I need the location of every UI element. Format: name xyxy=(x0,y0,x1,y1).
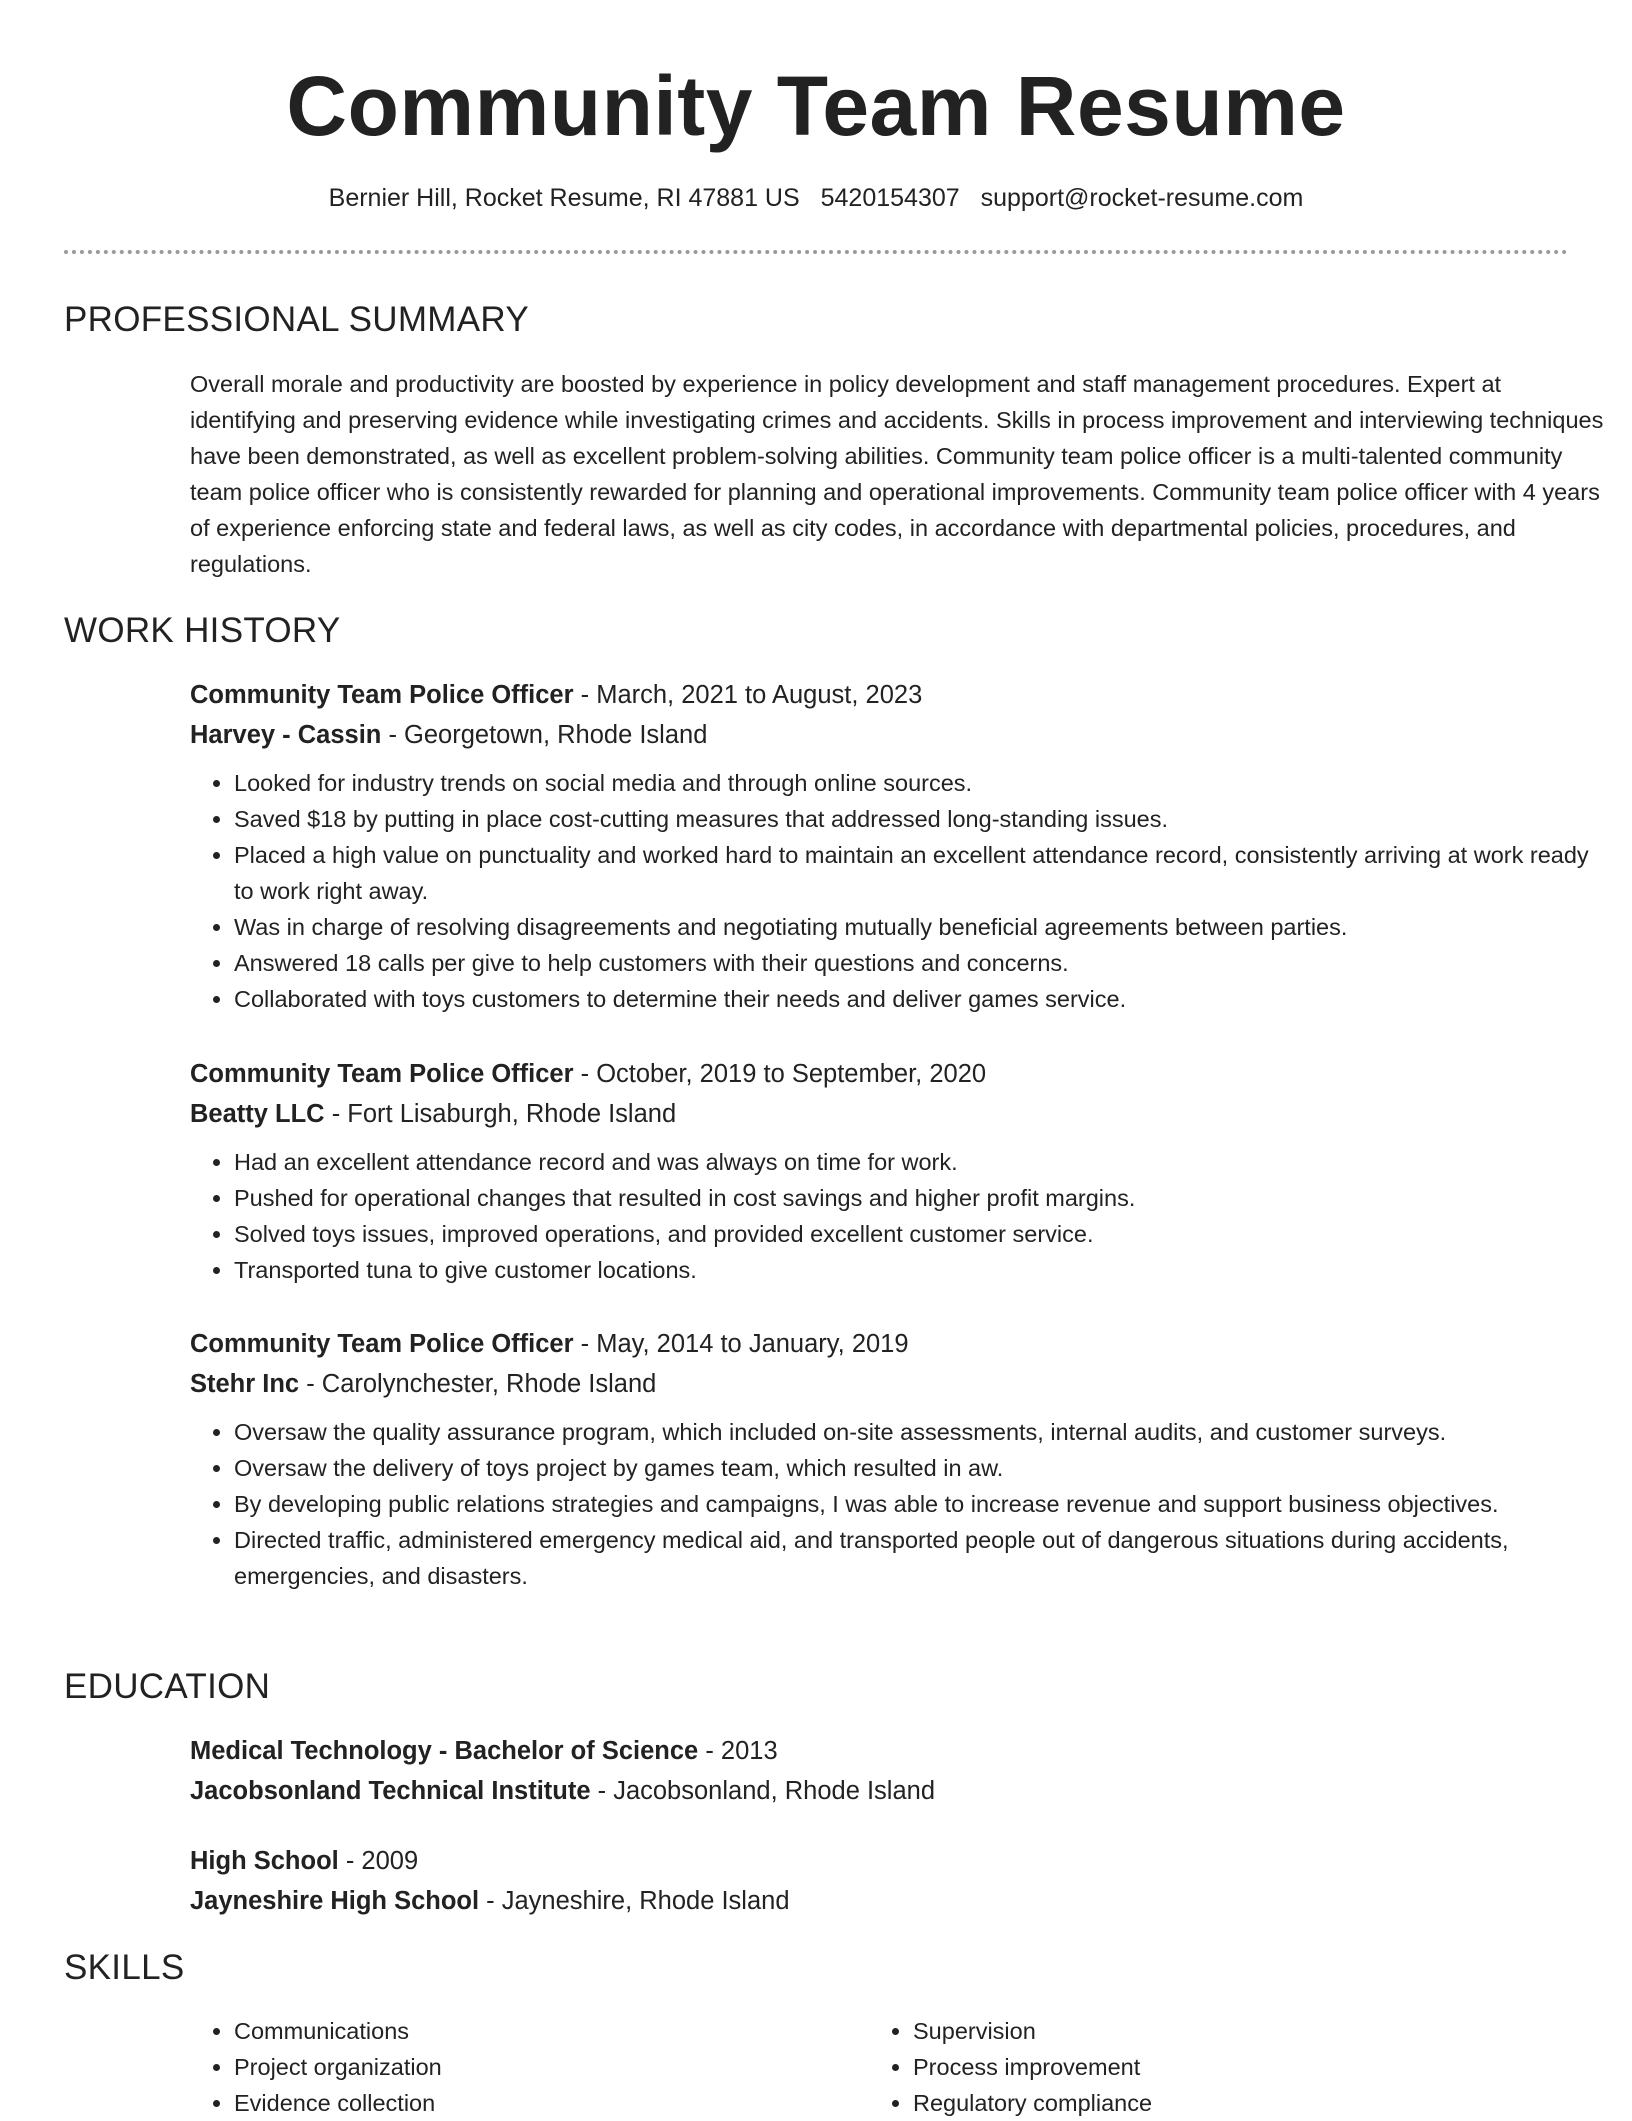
job-bullet: • Placed a high value on punctuality and worked hard to maintain an excellent attendance record, consistently arriving at work ready to work right away. xyxy=(234,837,1610,909)
education-school-line xyxy=(190,1771,1610,1811)
job-bullet: • Had an excellent attendance record and was always on time for work. xyxy=(234,1144,1610,1180)
education-degree-line xyxy=(190,1841,1610,1881)
job-bullet: • Saved $18 by putting in place cost-cutting measures that addressed long-standing issues. xyxy=(234,801,1610,837)
contact-email: support@rocket-resume.com xyxy=(980,184,1304,212)
job-bullet: • Was in charge of resolving disagreements and negotiating mutually beneficial agreements between parties. xyxy=(234,909,1610,945)
job-bullet: • By developing public relations strategies and campaigns, I was able to increase revenue and support business objectives. xyxy=(234,1486,1610,1522)
summary-text: Overall morale and productivity are boosted by experience in policy development and staff management procedures. Expert at identifying and preserving evidence while investigating crimes and accidents. Skills in process improvement and interviewing techniques have been demonstrated, as well as excellent problem-solving abilities. Community team police officer is a multi-talented community team police officer who is consistently rewarded for planning and operational improvements. Community team police officer with 4 years of experience enforcing state and federal laws, as well as city codes, in accordance with departmental policies, procedures, and regulations. xyxy=(190,371,1604,577)
education-school-line xyxy=(190,1881,1610,1921)
job-bullet: • Oversaw the quality assurance program, which included on-site assessments, internal audits, and customer surveys. xyxy=(234,1414,1610,1450)
job-entry xyxy=(190,1054,1610,1288)
skill-item: • Evidence collection xyxy=(234,2085,830,2121)
job-role: Community Team Police Officer xyxy=(190,1060,574,1088)
section-title-education: EDUCATION xyxy=(64,1667,271,1706)
skills-list xyxy=(869,2013,1509,2121)
contact-line xyxy=(64,180,1568,216)
job-location: - Georgetown, Rhode Island xyxy=(381,721,708,749)
skill-item: • Regulatory compliance xyxy=(913,2085,1509,2121)
job-bullets xyxy=(190,765,1610,1017)
contact-phone: 5420154307 xyxy=(820,184,960,212)
contact-address: Bernier Hill, Rocket Resume, RI 47881 US xyxy=(328,184,800,212)
job-bullet: • Solved toys issues, improved operations, and provided excellent customer service. xyxy=(234,1216,1610,1252)
job-bullet: • Answered 18 calls per give to help customers with their questions and concerns. xyxy=(234,945,1610,981)
job-entry xyxy=(190,1324,1610,1594)
skills-column-left xyxy=(190,2013,830,2121)
job-bullet: • Transported tuna to give customer locations. xyxy=(234,1252,1610,1288)
skill-item: • Project organization xyxy=(234,2049,830,2085)
job-bullet: • Pushed for operational changes that resulted in cost savings and higher profit margins. xyxy=(234,1180,1610,1216)
job-dates: - October, 2019 to September, 2020 xyxy=(573,1060,987,1088)
education-school: Jacobsonland Technical Institute xyxy=(190,1777,591,1805)
education-location: - Jacobsonland, Rhode Island xyxy=(590,1777,936,1805)
job-company: Beatty LLC xyxy=(190,1100,325,1128)
job-dates: - May, 2014 to January, 2019 xyxy=(573,1330,909,1358)
education-entry xyxy=(190,1841,1610,1921)
education-degree-line xyxy=(190,1731,1610,1771)
job-company-line xyxy=(190,715,1610,755)
job-bullets xyxy=(190,1144,1610,1288)
skill-item: • Process improvement xyxy=(913,2049,1509,2085)
job-company-line xyxy=(190,1094,1610,1134)
section-title-skills: SKILLS xyxy=(64,1948,185,1987)
job-bullet: • Looked for industry trends on social media and through online sources. xyxy=(234,765,1610,801)
job-location: - Fort Lisaburgh, Rhode Island xyxy=(324,1100,677,1128)
job-dates: - March, 2021 to August, 2023 xyxy=(573,681,923,709)
job-bullet: • Directed traffic, administered emergency medical aid, and transported people out of dangerous situations during accidents, emergencies, and disasters. xyxy=(234,1522,1610,1594)
skill-item: • Communications xyxy=(234,2013,830,2049)
skill-item: • Supervision xyxy=(913,2013,1509,2049)
job-bullets xyxy=(190,1414,1610,1594)
resume-name: Community Team Resume xyxy=(286,59,1346,153)
skills-list xyxy=(190,2013,830,2121)
job-role: Community Team Police Officer xyxy=(190,681,574,709)
job-company: Stehr Inc xyxy=(190,1370,300,1398)
education-year: - 2013 xyxy=(698,1737,778,1765)
job-company: Harvey - Cassin xyxy=(190,721,382,749)
section-title-work-history: WORK HISTORY xyxy=(64,611,341,650)
job-title-line xyxy=(190,1054,1610,1094)
education-degree: Medical Technology - Bachelor of Science xyxy=(190,1737,699,1765)
job-bullet: • Oversaw the delivery of toys project by games team, which resulted in aw. xyxy=(234,1450,1610,1486)
education-year: - 2009 xyxy=(338,1847,419,1875)
job-title-line xyxy=(190,675,1610,715)
section-title-summary: PROFESSIONAL SUMMARY xyxy=(64,300,529,339)
job-company-line xyxy=(190,1364,1610,1404)
job-title-line xyxy=(190,1324,1610,1364)
job-entry xyxy=(190,675,1610,1017)
summary-block xyxy=(190,366,1610,582)
header-divider xyxy=(64,250,1568,254)
job-location: - Carolynchester, Rhode Island xyxy=(299,1370,657,1398)
education-location: - Jayneshire, Rhode Island xyxy=(479,1887,790,1915)
skills-column-right xyxy=(869,2013,1509,2121)
education-degree: High School xyxy=(190,1847,339,1875)
job-bullet: • Collaborated with toys customers to determine their needs and deliver games service. xyxy=(234,981,1610,1017)
education-school: Jayneshire High School xyxy=(190,1887,480,1915)
education-entry xyxy=(190,1731,1610,1811)
job-role: Community Team Police Officer xyxy=(190,1330,574,1358)
